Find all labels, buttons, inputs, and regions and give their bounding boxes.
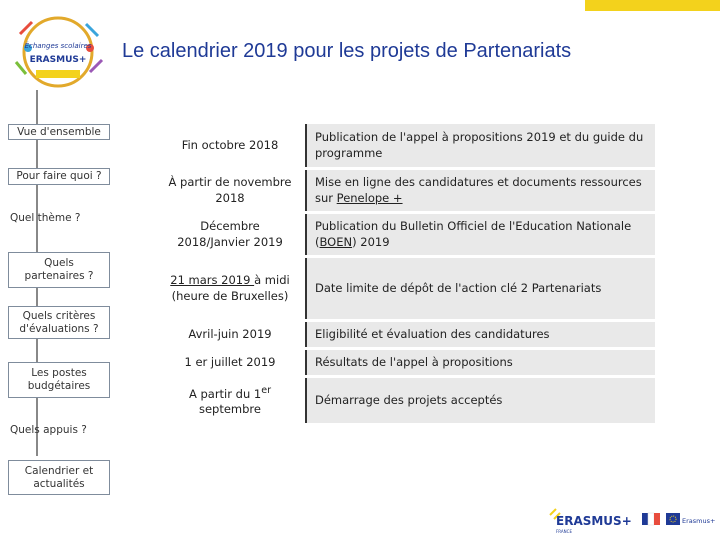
svg-text:FRANCE: FRANCE [556,529,572,534]
row-description: Publication du Bulletin Officiel de l'Education Nationale (BOEN) 2019 [306,212,655,256]
table-row [155,376,655,424]
svg-text:Échanges scolaires: Échanges scolaires [24,42,92,50]
row-date: À partir de novembre 2018 [155,168,306,212]
svg-text:ERASMUS+: ERASMUS+ [29,55,87,65]
svg-text:Erasmus+: Erasmus+ [682,517,716,525]
row-date: A partir du 1er septembre [155,376,306,424]
nav-quel-theme[interactable]: Quel thème ? [10,212,81,224]
page-title: Le calendrier 2019 pour les projets de Partenariats [122,40,572,62]
row-description: Résultats de l'appel à propositions [306,348,655,376]
nav-quels-criteres[interactable]: Quels critères d'évaluations ? [8,306,110,339]
row-description: Démarrage des projets acceptés [306,376,655,424]
top-accent-bar [585,0,720,11]
penelope-link[interactable]: Penelope + [336,191,403,205]
row-description: Date limite de dépôt de l'action clé 2 Partenariats [306,256,655,320]
nav-quels-partenaires[interactable]: Quels partenaires ? [8,252,110,288]
row-date: 21 mars 2019 à midi (heure de Bruxelles) [155,256,306,320]
table-row [155,320,655,348]
row-description: Eligibilité et évaluation des candidatures [306,320,655,348]
svg-text:ERASMUS+: ERASMUS+ [556,514,632,528]
nav-pour-faire-quoi[interactable]: Pour faire quoi ? [8,168,110,185]
boen-link[interactable]: BOEN [319,235,353,249]
row-date: Décembre 2018/Janvier 2019 [155,212,306,256]
table-row [155,168,655,212]
nav-postes-budgetaires[interactable]: Les postes budgétaires [8,362,110,398]
calendar-table [155,124,655,426]
deadline-link[interactable]: 21 mars 2019 [170,273,255,287]
nav-vue-ensemble[interactable]: Vue d'ensemble [8,124,110,140]
row-date: Avril-juin 2019 [155,320,306,348]
erasmus-france-footer-logo [548,503,716,535]
row-date: Fin octobre 2018 [155,124,306,168]
table-row [155,212,655,256]
nav-calendrier-actualites[interactable]: Calendrier et actualités [8,460,110,495]
table-row [155,124,655,168]
nav-quels-appuis[interactable]: Quels appuis ? [10,424,87,436]
erasmus-school-exchange-logo [6,12,110,92]
row-description: Mise en ligne des candidatures et documents ressources sur Penelope + [306,168,655,212]
row-description: Publication de l'appel à propositions 2019 et du guide du programme [306,124,655,168]
table-row [155,348,655,376]
row-date: 1 er juillet 2019 [155,348,306,376]
table-row [155,256,655,320]
